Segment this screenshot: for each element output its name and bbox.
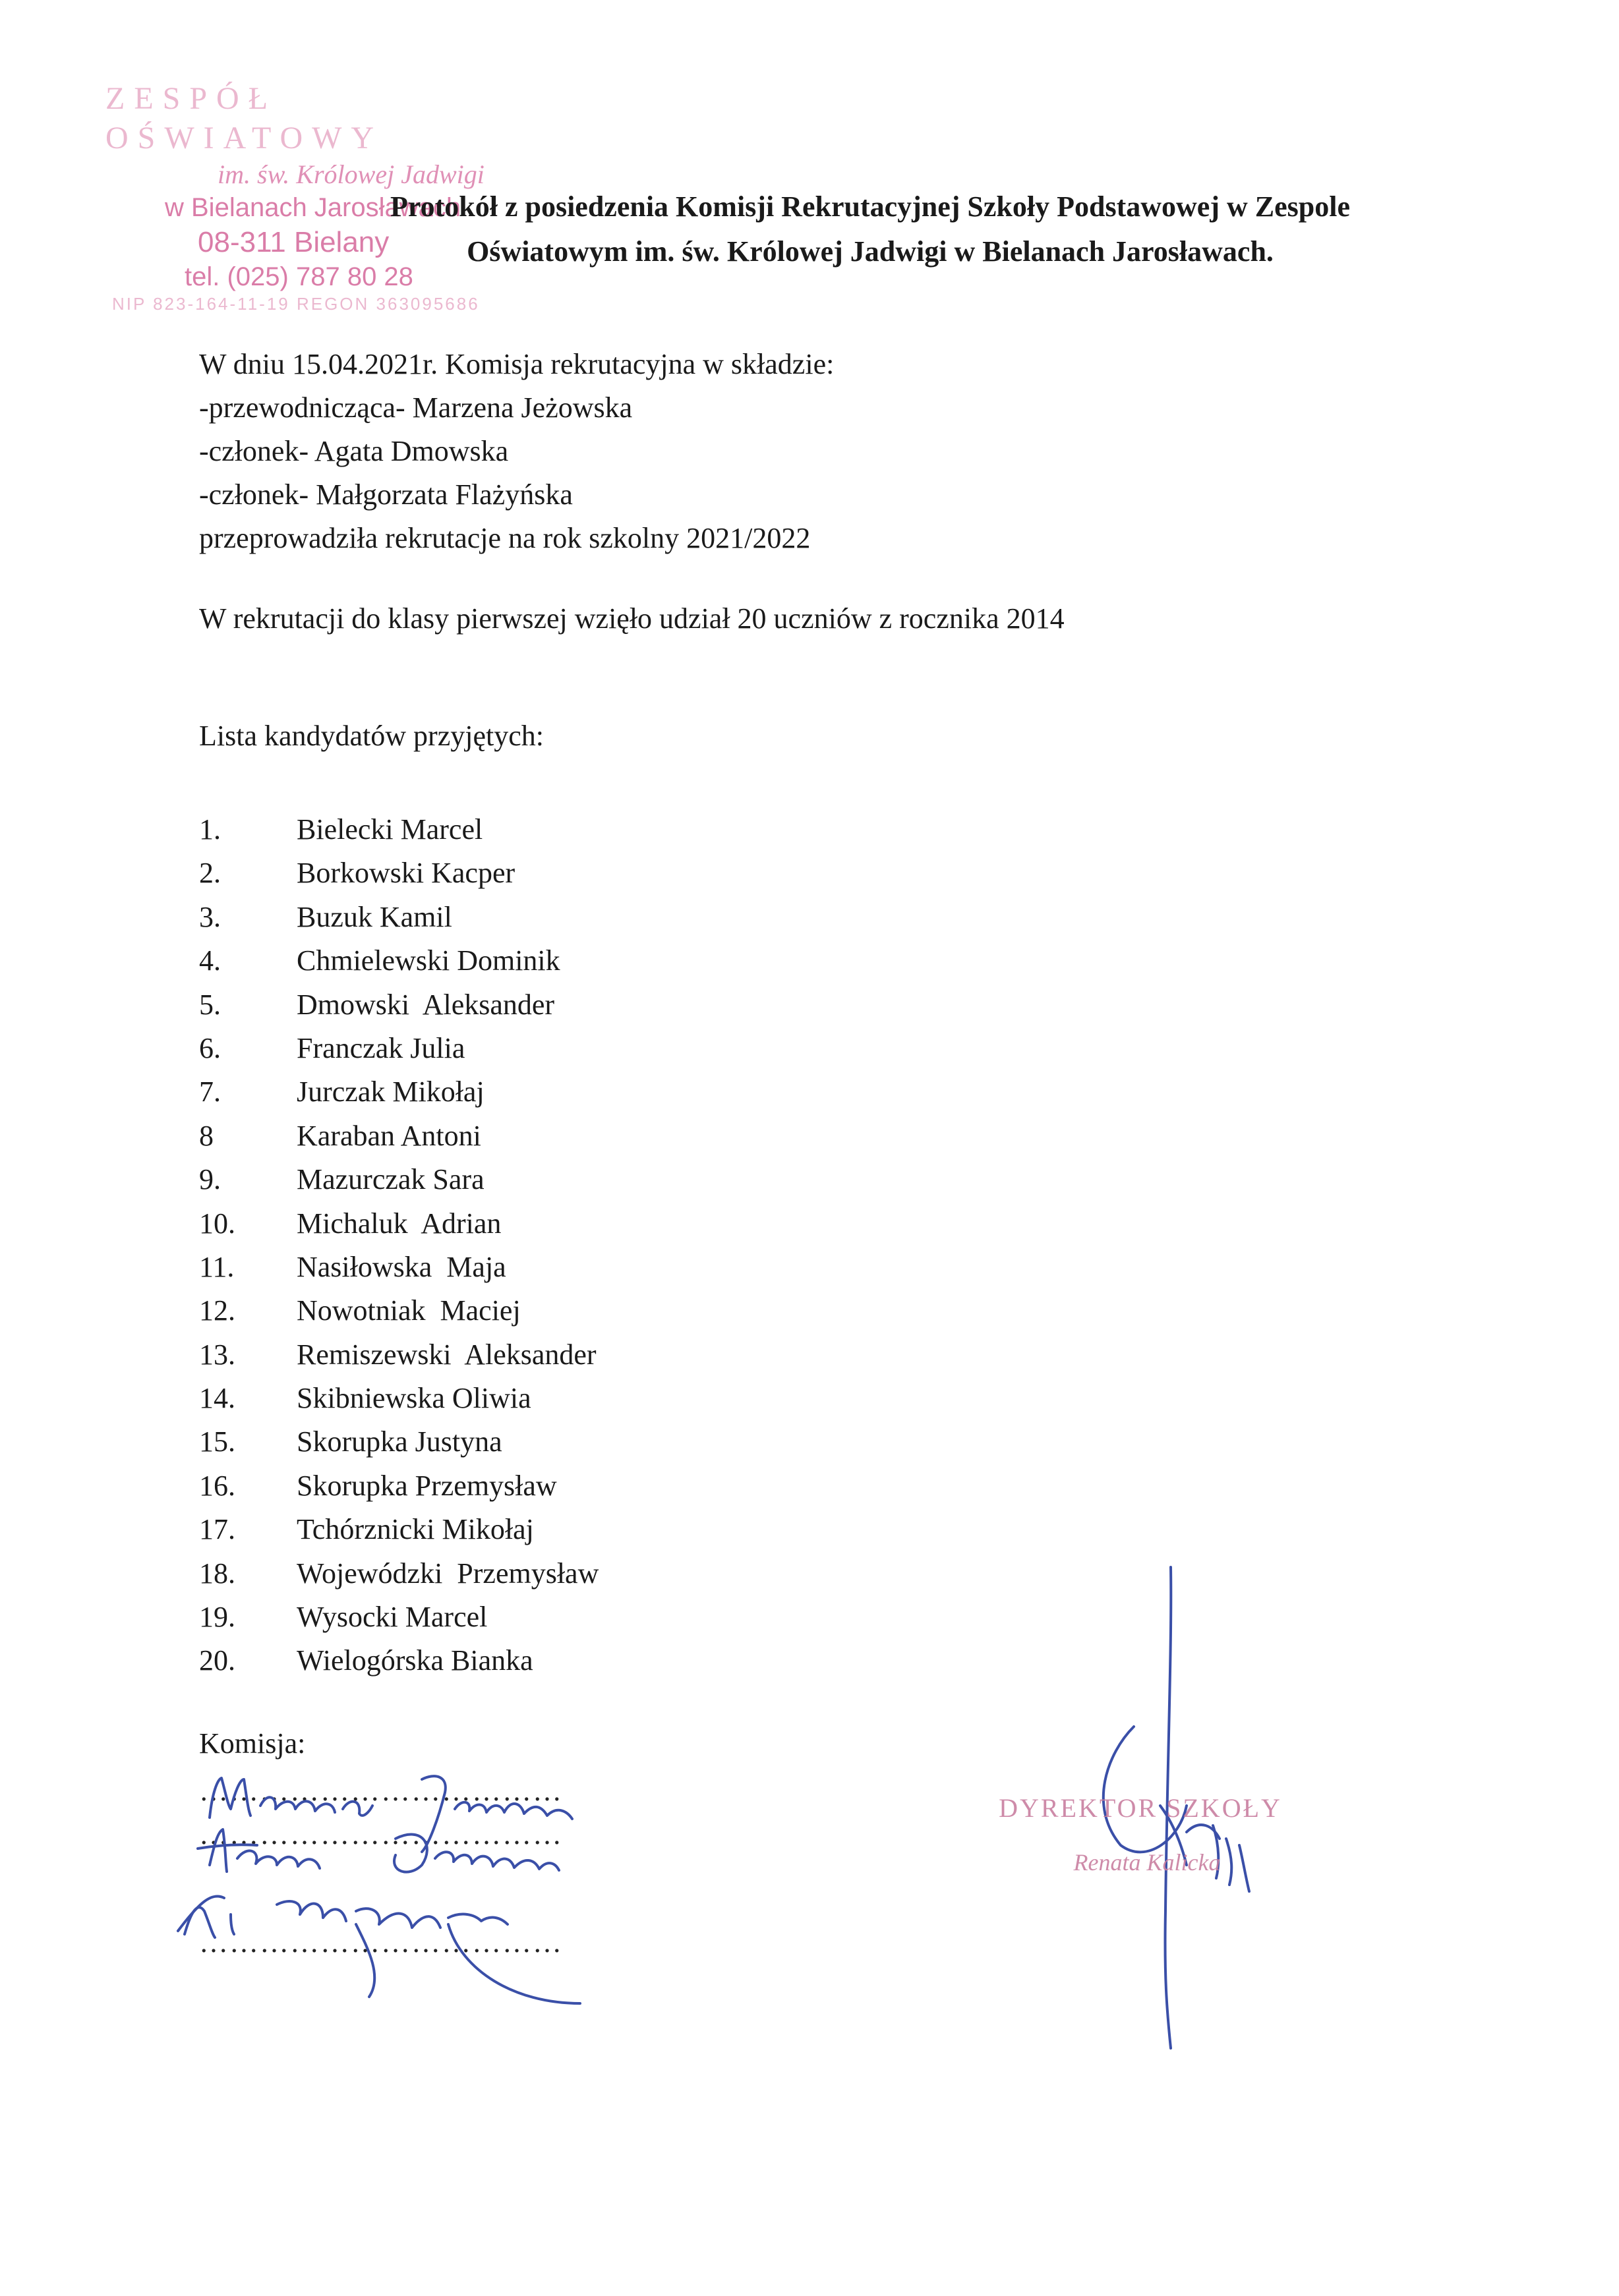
candidate-row: [199, 1114, 1386, 1158]
candidate-row: [199, 808, 1386, 851]
candidate-row: [199, 1333, 1386, 1377]
stamp-line-name: ZESPÓŁ OŚWIATOWY: [105, 81, 384, 156]
candidate-name: Buzuk Kamil: [297, 900, 452, 933]
candidate-row: [199, 939, 1386, 983]
intro-member-line-1: -członek- Agata Dmowska: [199, 435, 509, 467]
candidate-row: [199, 1289, 1386, 1333]
candidate-name: Skorupka Justyna: [297, 1425, 502, 1458]
candidate-number: 14.: [199, 1382, 235, 1415]
candidate-number: 16.: [199, 1469, 235, 1502]
participation-line: W rekrutacji do klasy pierwszej wzięło udział 20 uczniów z rocznika 2014: [199, 602, 1065, 635]
stamp-line-nip: NIP 823-164-11-19 REGON 363095686: [112, 294, 480, 314]
candidate-name: Karaban Antoni: [297, 1119, 481, 1152]
director-stamp: [995, 1793, 1285, 1876]
komisja-label: Komisja:: [199, 1727, 306, 1760]
candidate-number: 12.: [199, 1294, 235, 1327]
candidate-number: 18.: [199, 1557, 235, 1590]
candidate-name: Jurczak Mikołaj: [297, 1076, 485, 1108]
candidate-row: [199, 1246, 1386, 1289]
director-stamp-title: DYREKTOR SZKOŁY: [999, 1793, 1282, 1823]
intro-date-line: W dniu 15.04.2021r. Komisja rekrutacyjna w składzie:: [199, 348, 835, 380]
candidate-number: 1.: [199, 813, 221, 846]
candidate-row: [199, 1202, 1386, 1246]
document-title: Protokół z posiedzenia Komisji Rekrutacyjnej Szkoły Podstawowej w Zespole Oświatowym im. św. Królowej Jadwigi w Bielanach Jarosławach.: [390, 190, 1350, 268]
candidate-number: 13.: [199, 1338, 235, 1371]
candidate-number: 2.: [199, 857, 221, 890]
candidate-number: 5.: [199, 988, 221, 1021]
candidate-number: 20.: [199, 1644, 235, 1677]
candidate-row: [199, 896, 1386, 939]
intro-school-year-line: przeprowadziła rekrutacje na rok szkolny 2021/2022: [199, 522, 811, 554]
candidate-name: Bielecki Marcel: [297, 813, 483, 846]
candidate-name: Mazurczak Sara: [297, 1163, 485, 1196]
candidate-row: [199, 851, 1386, 895]
stamp-line-postcode: 08-311 Bielany: [198, 226, 390, 258]
signature-line-2: ………………………………: [199, 1818, 563, 1851]
stamp-line-place: w Bielanach Jarosławach: [165, 193, 461, 222]
candidate-number: 19.: [199, 1601, 235, 1634]
candidate-row: [199, 1464, 1386, 1508]
candidate-number: 11.: [199, 1250, 235, 1283]
candidate-list: [199, 808, 1386, 1683]
candidate-row: [199, 1595, 1386, 1639]
candidate-number: 3.: [199, 900, 221, 933]
candidate-name: Dmowski Aleksander: [297, 988, 555, 1021]
document-body: [199, 343, 1386, 1683]
candidate-number: 6.: [199, 1031, 221, 1064]
candidate-number: 15.: [199, 1425, 235, 1458]
stamp-line-phone: tel. (025) 787 80 28: [185, 262, 413, 291]
stamp-line-patron: im. św. Królowej Jadwigi: [218, 159, 485, 189]
candidate-name: Nowotniak Maciej: [297, 1294, 521, 1327]
candidate-number: 8: [199, 1119, 214, 1152]
candidate-number: 17.: [199, 1513, 235, 1546]
candidate-row: [199, 1070, 1386, 1114]
candidate-number: 4.: [199, 944, 221, 977]
candidate-name: Wysocki Marcel: [297, 1601, 488, 1634]
candidate-row: [199, 1158, 1386, 1201]
candidate-name: Skorupka Przemysław: [297, 1469, 557, 1502]
signature-line-1: ………………………………: [199, 1775, 563, 1807]
candidate-name: Remiszewski Aleksander: [297, 1338, 597, 1371]
candidate-row: [199, 1639, 1386, 1682]
intro-chair-line: -przewodnicząca- Marzena Jeżowska: [199, 391, 633, 424]
signature-line-3: ………………………………: [199, 1926, 563, 1959]
candidate-row: [199, 1420, 1386, 1464]
candidate-name: Michaluk Adrian: [297, 1207, 502, 1240]
candidate-name: Borkowski Kacper: [297, 857, 515, 890]
candidate-name: Franczak Julia: [297, 1031, 465, 1064]
candidate-row: [199, 1508, 1386, 1551]
list-heading: Lista kandydatów przyjętych:: [199, 720, 544, 752]
intro-member-line-2: -członek- Małgorzata Flażyńska: [199, 478, 573, 511]
candidate-number: 9.: [199, 1163, 221, 1196]
candidate-row: [199, 1377, 1386, 1420]
candidate-row: [199, 983, 1386, 1027]
candidate-name: Tchórznicki Mikołaj: [297, 1513, 534, 1546]
candidate-name: Chmielewski Dominik: [297, 944, 560, 977]
candidate-number: 10.: [199, 1207, 235, 1240]
candidate-row: [199, 1552, 1386, 1595]
candidate-name: Wojewódzki Przemysław: [297, 1557, 599, 1590]
candidate-number: 7.: [199, 1076, 221, 1108]
director-stamp-name: Renata Kalicka: [1073, 1849, 1221, 1876]
candidate-name: Wielogórska Bianka: [297, 1644, 533, 1677]
candidate-name: Nasiłowska Maja: [297, 1250, 506, 1283]
candidate-name: Skibniewska Oliwia: [297, 1382, 531, 1415]
candidate-row: [199, 1027, 1386, 1070]
